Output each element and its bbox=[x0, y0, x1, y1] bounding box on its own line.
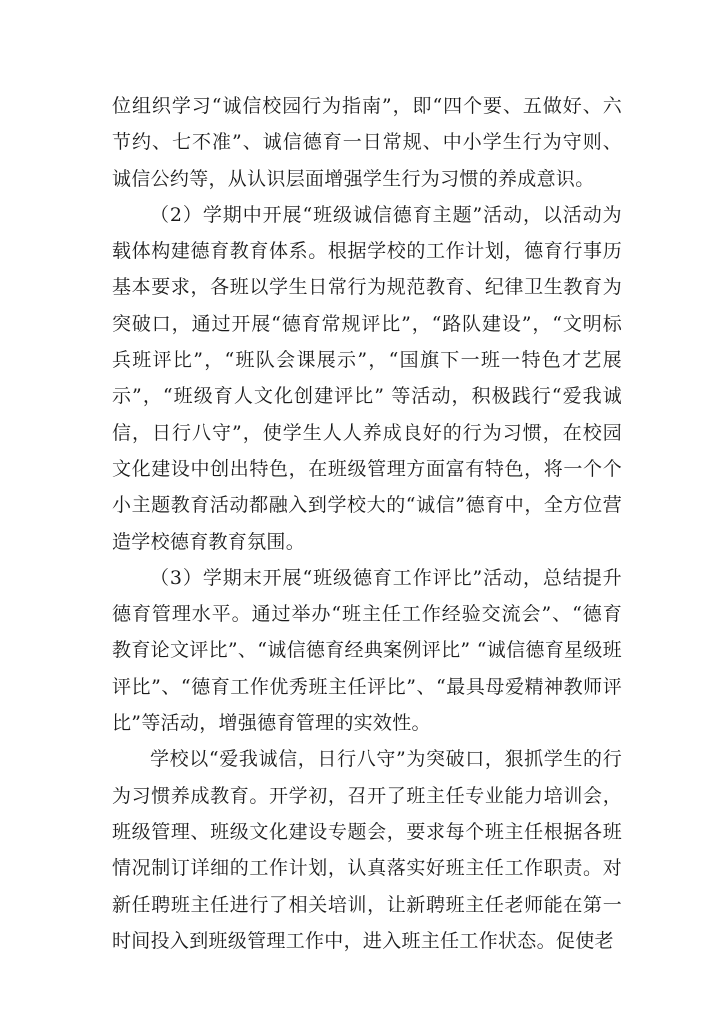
paragraph-endterm-activity: （3）学期末开展“班级德育工作评比”活动，总结提升德育管理水平。通过举办“班主任工作经验交流会”、“德育教育论文评比”、“诚信德育经典案例评比” “诚信德育星级班评比”、“德育工作优秀班主任评比”、“最具母爱精神教师评比”等活动，增强德育管理的实效性。 bbox=[112, 566, 622, 735]
paragraph-school-focus: 学校以“爱我诚信，日行八守”为突破口，狠抓学生的行为习惯养成教育。开学初，召开了班主任专业能力培训会，班级管理、班级文化建设专题会，要求每个班主任根据各班情况制订详细的工作计划，认真落实好班主任工作职责。对新任聘班主任进行了相关培训，让新聘班主任老师能在第一时间投入到班级管理工作中，进入班主任工作状态。促使老 bbox=[112, 748, 622, 952]
paragraph-continuation: 位组织学习“诚信校园行为指南”，即“四个要、五做好、六节约、七不准”、诚信德育一日常规、中小学生行为守则、诚信公约等，从认识层面增强学生行为习惯的养成意识。 bbox=[112, 95, 622, 190]
paragraph-midterm-activity: （2）学期中开展“班级诚信德育主题”活动，以活动为载体构建德育教育体系。根据学校的工作计划，德育行事历基本要求，各班以学生日常行为规范教育、纪律卫生教育为突破口，通过开展“德育常规评比”，“路队建设”，“文明标兵班评比”，“班队会课展示”，“国旗下一班一特色才艺展示”，“班级育人文化创建评比” 等活动，积极践行“爱我诚信，日行八守”，使学生人人养成良好的行为习惯，在校园文化建设中创出特色，在班级管理方面富有特色，将一个个小主题教育活动都融入到学校大的“诚信”德育中，全方位营造学校德育教育氛围。 bbox=[112, 203, 622, 553]
document-body bbox=[112, 88, 622, 959]
